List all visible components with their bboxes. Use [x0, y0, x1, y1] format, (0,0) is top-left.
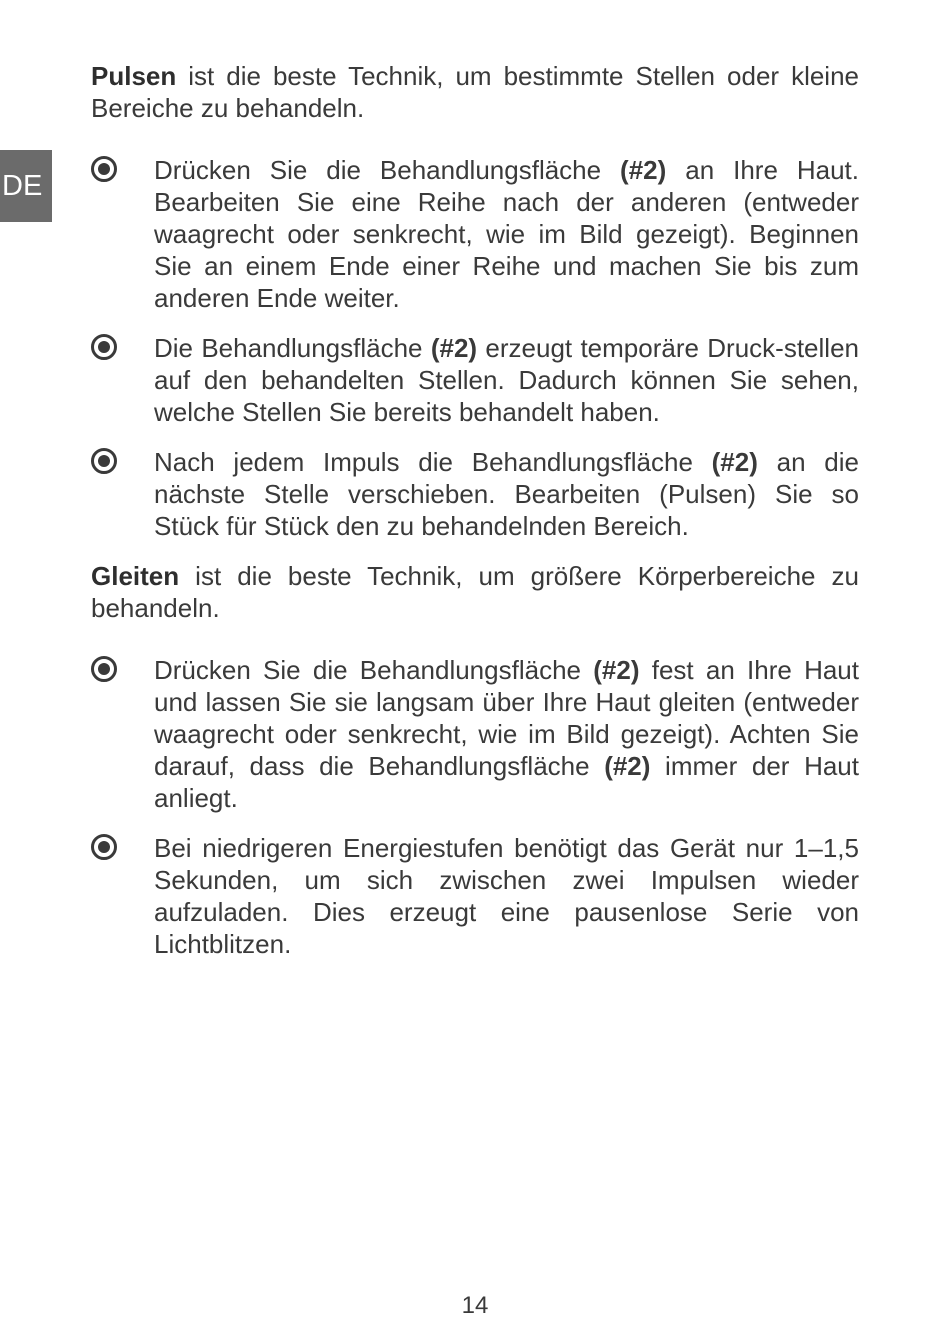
pulsen-steps	[91, 154, 859, 542]
gleiten-intro	[91, 560, 859, 624]
intro-text: ist die beste Technik, um größere Körperbereiche zu behandeln.	[91, 561, 859, 623]
item-text: Bei niedrigeren Energiestufen benötigt das Gerät nur 1–1,5 Sekunden, um sich zwischen zwei Impulsen wieder aufzuladen. Dies erzeugt eine pausenlose Serie von Lichtblitzen.	[154, 833, 859, 959]
item-text: fest an Ihre Haut und lassen Sie sie langsam über Ihre Haut gleiten (entweder waagrecht oder senkrecht, wie im Bild gezeigt). Achten Sie darauf, dass die Behandlungsfläche	[154, 655, 859, 781]
intro-term: Pulsen	[91, 61, 177, 91]
pulsen-intro	[91, 60, 859, 124]
intro-text: ist die beste Technik, um bestimmte Stellen oder kleine Bereiche zu behandeln.	[91, 61, 859, 123]
item-text: Nach jedem Impuls die Behandlungsfläche	[154, 447, 712, 477]
list-item	[91, 654, 859, 814]
radio-bullet-icon	[91, 334, 117, 360]
item-ref: (#2)	[711, 447, 758, 477]
item-text: Die Behandlungsfläche	[154, 333, 431, 363]
radio-bullet-icon	[91, 156, 117, 182]
item-text: Drücken Sie die Behandlungsfläche	[154, 155, 621, 185]
item-ref: (#2)	[430, 333, 478, 363]
gleiten-steps	[91, 654, 859, 960]
item-ref: (#2)	[620, 155, 667, 185]
language-tab: DE	[0, 150, 52, 222]
radio-bullet-icon	[91, 834, 117, 860]
radio-bullet-icon	[91, 448, 117, 474]
item-ref: (#2)	[604, 751, 651, 781]
item-ref: (#2)	[593, 655, 640, 685]
item-text: erzeugt temporäre Druck-stellen auf den behandelten Stellen. Dadurch können Sie sehen, welche Stellen Sie bereits behandelt haben.	[154, 333, 859, 427]
item-text: immer der Haut anliegt.	[154, 751, 859, 813]
item-text: an die nächste Stelle verschieben. Bearbeiten (Pulsen) Sie so Stück für Stück den zu behandelnden Bereich.	[154, 447, 859, 541]
intro-term: Gleiten	[91, 561, 180, 591]
page-number: 14	[461, 1292, 489, 1319]
radio-bullet-icon	[91, 656, 117, 682]
list-item	[91, 332, 859, 428]
item-text: Drücken Sie die Behandlungsfläche	[154, 655, 594, 685]
item-text: an Ihre Haut. Bearbeiten Sie eine Reihe nach der anderen (entweder waagrecht oder senkrecht, wie im Bild gezeigt). Beginnen Sie an einem Ende einer Reihe und machen Sie bis zum anderen Ende weiter.	[154, 155, 859, 313]
page-content	[91, 60, 859, 960]
list-item	[91, 832, 859, 960]
list-item	[91, 446, 859, 542]
list-item	[91, 154, 859, 314]
